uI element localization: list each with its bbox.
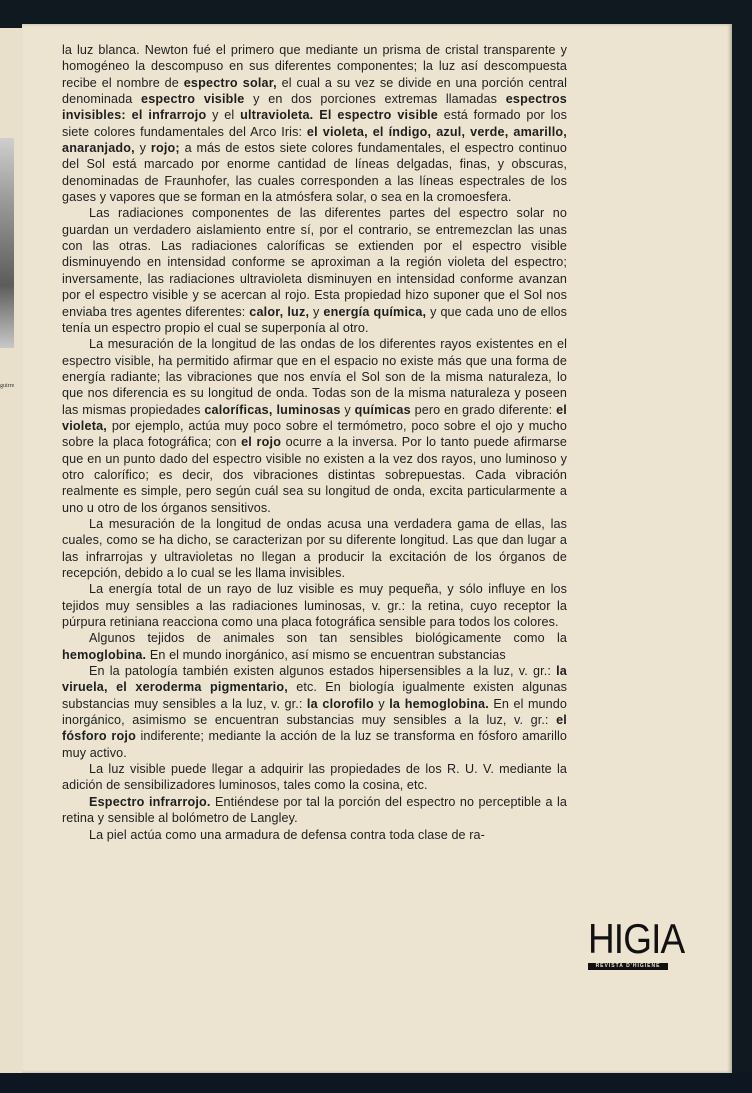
document-page <box>22 24 732 1073</box>
bold-term: espectro solar, <box>183 75 277 90</box>
bold-term: el violeta, <box>62 402 567 433</box>
text-run: La piel actúa como una armadura de defensa contra toda clase de ra- <box>89 827 485 842</box>
bold-term: calor, luz, <box>249 304 310 319</box>
text-run: La luz visible puede llegar a adquirir las propiedades de los R. U. V. mediante la adición de sensibilizadores luminosos, tales como la cosina, etc. <box>62 762 567 793</box>
text-run: y <box>340 402 355 417</box>
text-run: ocurre a la inversa. Por lo tanto puede afirmarse que en un punto dado del espectro visible no existen a la vez dos rayos, uno luminoso y otro calorífico; es decir, dos vibraciones distintas sobrepuestas. Cada vibración realmente es simple, pero según cuál sea su longitud de onda, excita particularmente a uno u otro de los órganos sensitivos. <box>62 435 567 515</box>
bold-term: ultravioleta. El espectro visible <box>240 108 438 123</box>
left-page-caption: guirre <box>0 383 15 389</box>
paragraph <box>62 516 567 581</box>
paragraph <box>62 581 567 630</box>
bold-term: el fósforo rojo <box>62 713 567 744</box>
higia-logo <box>588 915 685 970</box>
text-run: a más de estos siete colores fundamentales, el espectro continuo del Sol está marcado por enorme cantidad de líneas delgadas, finas, y obscuras, denominadas de Fraunhofer, las cuales corresponden a las líneas espectrales de los gases y vapores que se forman en la atmósfera solar, o sea en la cromoesfera. <box>62 141 567 205</box>
text-run: y el <box>206 108 241 123</box>
logo-title: HIGIA <box>588 915 685 962</box>
bold-term: el rojo <box>241 435 282 450</box>
paragraph <box>62 827 567 843</box>
paragraph <box>62 794 567 827</box>
bold-term: la clorofilo <box>306 696 374 711</box>
bold-term: hemoglobina. <box>62 647 147 662</box>
bold-term: espectros invisibles: el infrarrojo <box>62 92 568 123</box>
bold-term: rojo; <box>150 141 180 156</box>
text-run: por ejemplo, actúa muy poco sobre el termómetro, poco sobre el ojo y mucho sobre la placa fotográfica; con <box>62 418 567 450</box>
text-run: el cual a su vez se divide en una porción central denominada <box>62 75 567 107</box>
bold-term: energía química, <box>323 304 427 319</box>
paragraph <box>62 630 567 663</box>
bold-term: caloríficas, luminosas <box>204 402 341 417</box>
text-run: y <box>309 304 324 319</box>
text-run: pero en grado diferente: <box>410 402 557 417</box>
text-run: Entiéndese por tal la porción del espectro no perceptible a la retina y sensible al bolómetro de Langley. <box>62 794 567 826</box>
logo-subtitle: REVISTA D'HIGIENE <box>588 963 668 970</box>
bold-term: espectro visible <box>141 92 245 107</box>
body-text <box>62 42 567 843</box>
text-run: y que cada uno de ellos tenía un espectro propio el cual se superponía al otro. <box>62 304 567 335</box>
text-run: y en dos porciones extremas llamadas <box>244 92 506 107</box>
text-run: En el mundo inorgánico, así mismo se encuentran substancias <box>146 647 506 662</box>
text-run: La mesuración de la longitud de las ondas de los diferentes rayos existentes en el espectro visible, ha permitido afirmar que en el espacio no existe más que una forma de energía radiante; las vibraciones que nos envía el Sol son de la misma naturaleza, lo que nos diferencia es su longitud de onda. Todas son de la misma naturaleza y poseen las mismas propiedades <box>62 337 567 417</box>
text-run: Algunos tejidos de animales son tan sensibles biológicamente como la <box>89 631 567 646</box>
bold-term: químicas <box>354 402 411 417</box>
left-page-photo <box>0 138 14 348</box>
text-run: etc. En biología igualmente existen algunas substancias muy sensibles a la luz, v. gr.: <box>62 680 567 711</box>
bold-term: Espectro infrarrojo. <box>89 794 211 809</box>
text-run: la luz blanca. Newton fué el primero que mediante un prisma de cristal transparente y homogéneo la descompuso en sus diferentes componentes; la luz así descompuesta recibe el nombre de <box>62 43 567 90</box>
paragraph <box>62 336 567 516</box>
text-run: En el mundo inorgánico, asimismo se encuentran substancias muy sensibles a la luz, v. gr.: <box>62 696 567 728</box>
text-run: indiferente; mediante la acción de la luz se transforma en fósforo amarillo muy activo. <box>62 729 567 760</box>
paragraph <box>62 42 567 205</box>
text-run: está formado por los siete colores fundamentales del Arco Iris: <box>62 108 567 139</box>
text-run: La mesuración de la longitud de ondas acusa una verdadera gama de ellas, las cuales, como se ha dicho, se caracterizan por su diferente longitud. Las que dan lugar a las infrarrojas y ultravioletas no llegan a producir la excitación de los órganos de recepción, debido a lo cual se les llama invisibles. <box>62 516 567 580</box>
text-run: y <box>134 141 151 156</box>
bold-term: la viruela, el xeroderma pigmentario, <box>62 664 567 695</box>
scan-bottom-border <box>0 1073 752 1093</box>
bold-term: el violeta, el índigo, azul, verde, amarillo, anaranjado, <box>62 124 567 156</box>
text-run: y <box>373 696 390 711</box>
text-run: En la patología también existen algunos estados hipersensibles a la luz, v. gr.: <box>89 664 557 679</box>
paragraph <box>62 663 567 761</box>
text-run: Las radiaciones componentes de las diferentes partes del espectro solar no guardan un verdadero aislamiento entre sí, por el contrario, se entremezclan las unas con las otras. Las radiaciones caloríficas se extienden por el espectro visible disminuyendo en intensidad conforme se aproximan a la región violeta del espectro; inversamente, las radiaciones ultravioleta disminuyen en intensidad conforme avanzan por el espectro visible y se acercan al rojo. Esta propiedad hizo suponer que el Sol nos enviaba tres agentes diferentes: <box>62 206 567 319</box>
paragraph <box>62 205 567 336</box>
left-page-edge <box>0 28 23 1073</box>
bold-term: la hemoglobina. <box>389 696 489 711</box>
text-run: La energía total de un rayo de luz visible es muy pequeña, y sólo influye en los tejidos muy sensibles a las radiaciones luminosas, v. gr.: la retina, cuyo receptor la púrpura retiniana reacciona como una placa fotográfica sensible para todos los colores. <box>62 582 567 630</box>
paragraph <box>62 761 567 794</box>
